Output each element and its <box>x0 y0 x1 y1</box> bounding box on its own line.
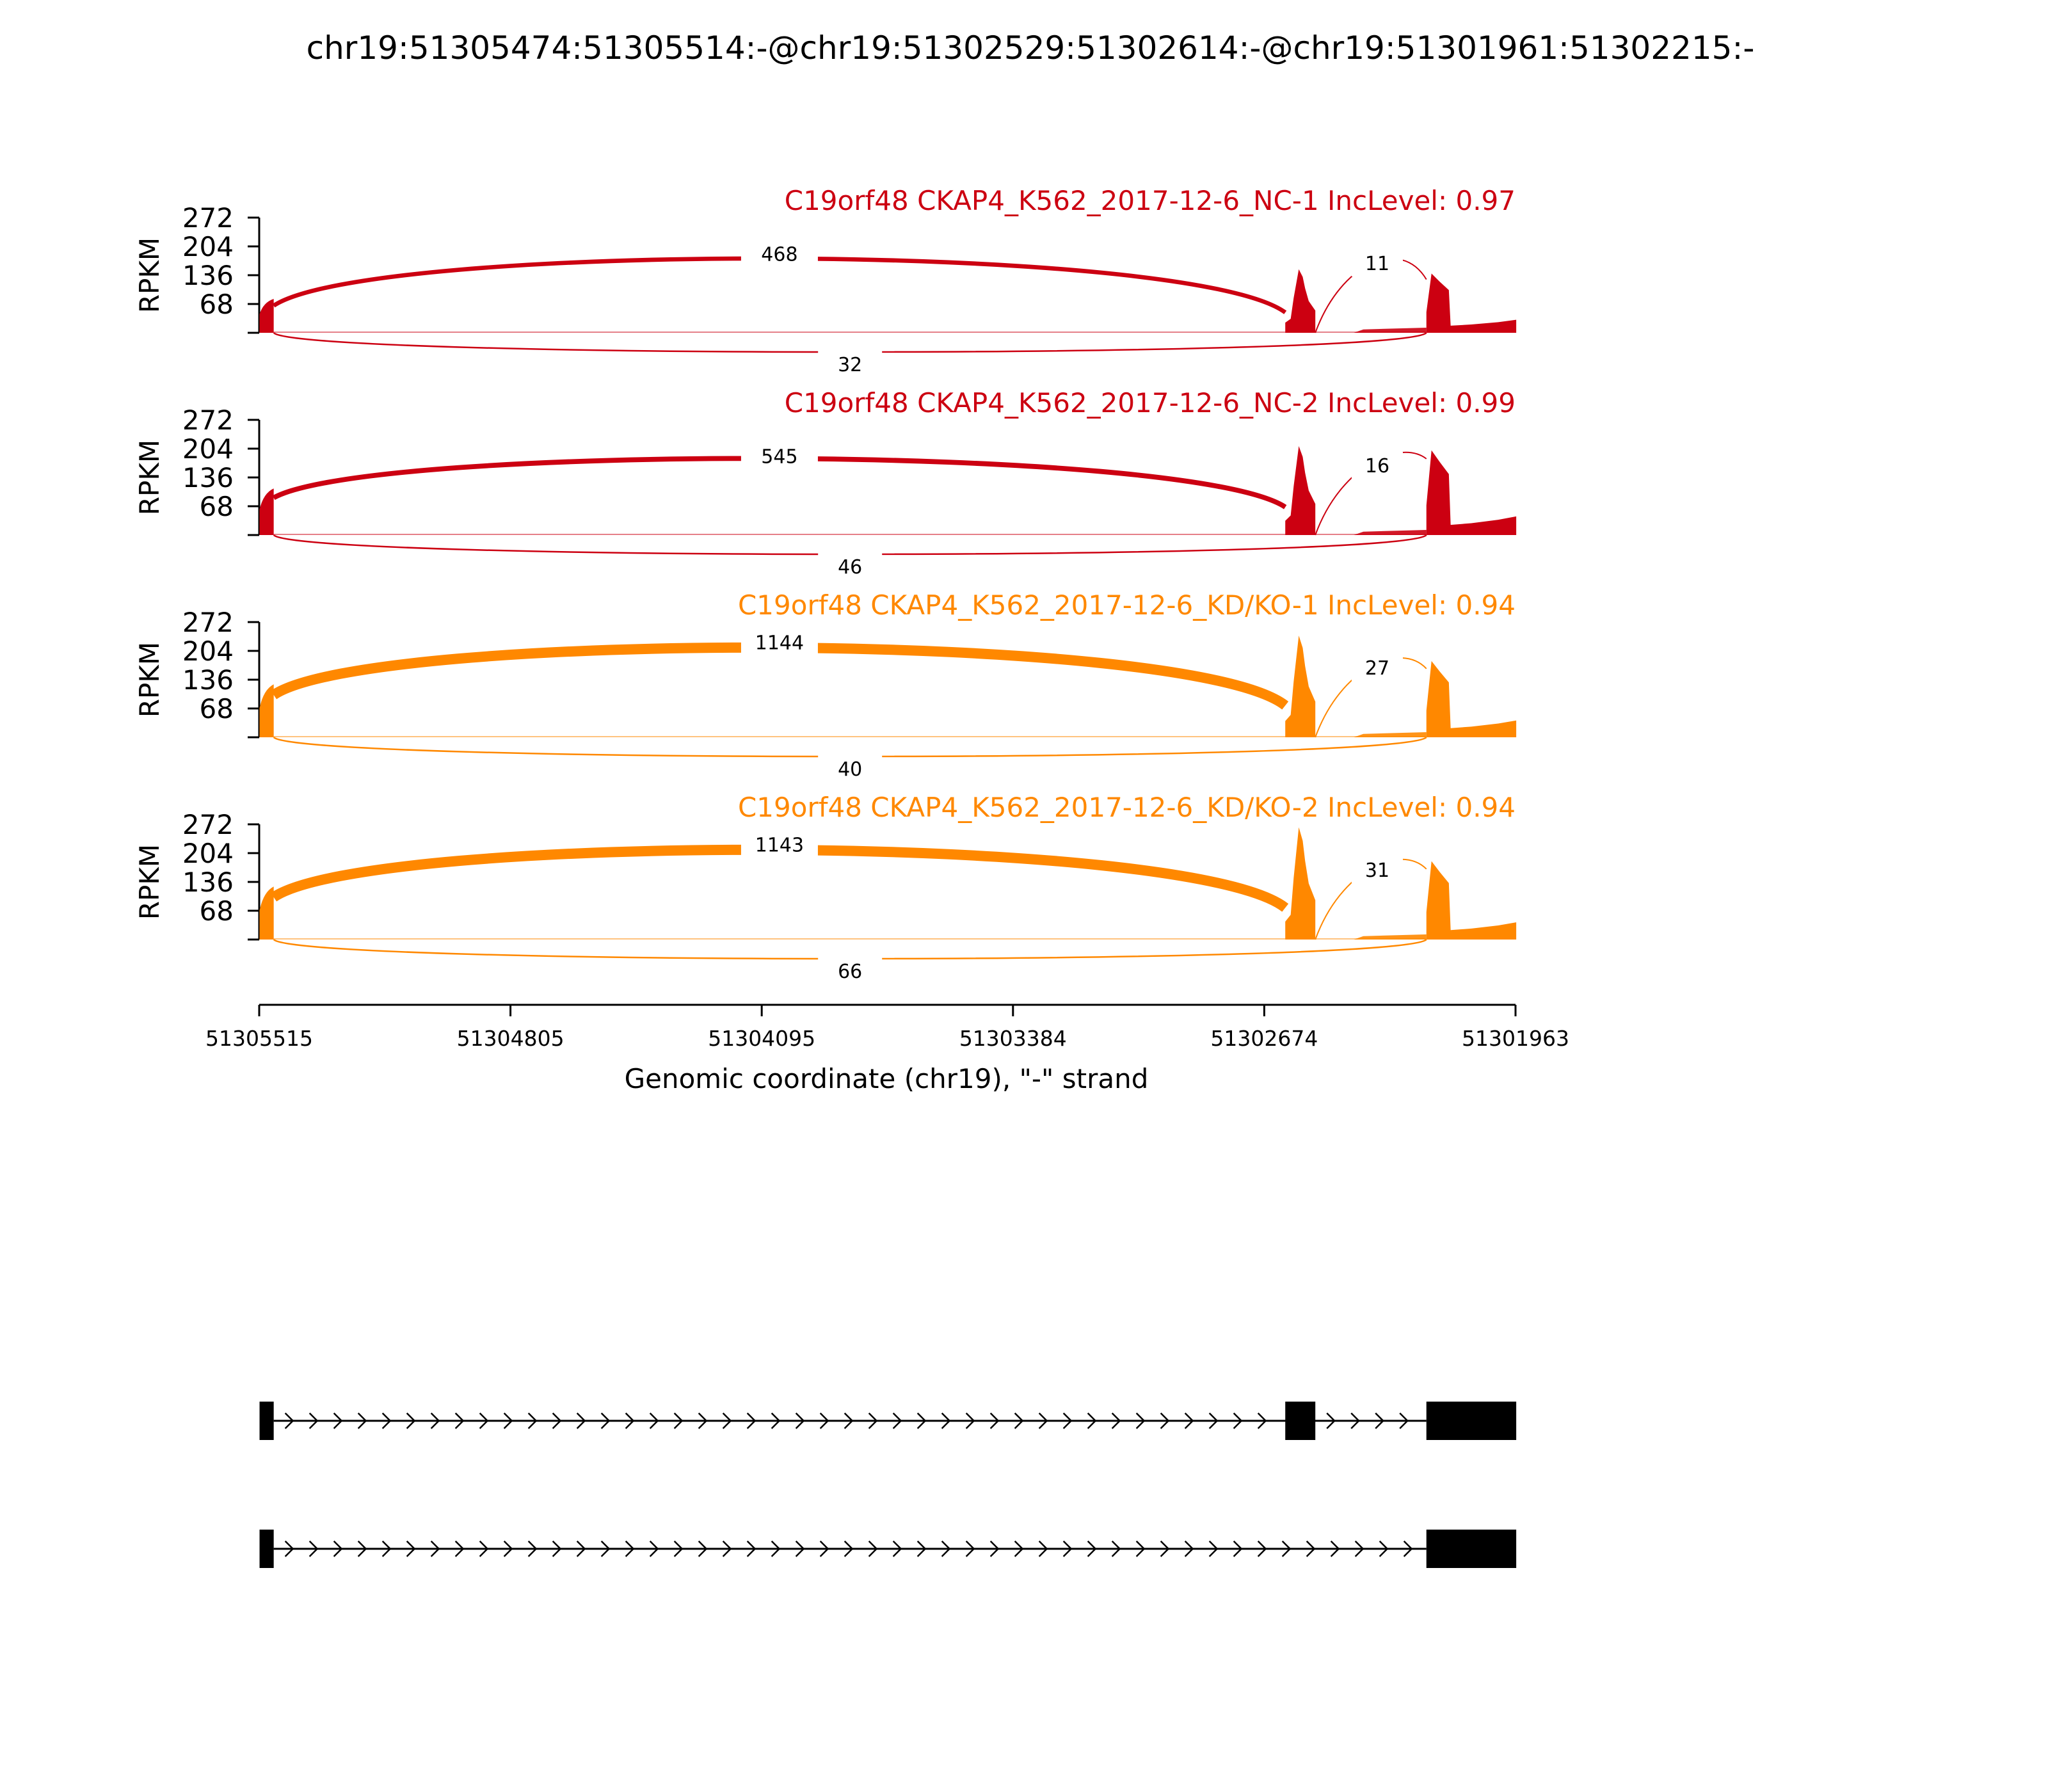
exon-block <box>1427 1530 1516 1568</box>
exon-coverage <box>1285 446 1315 535</box>
isoform-models <box>260 1402 1517 1568</box>
y-tick-label: 272 <box>182 607 234 638</box>
exon-coverage <box>260 488 274 535</box>
exon-coverage <box>1427 451 1516 535</box>
x-tick-label: 51304805 <box>456 1026 564 1051</box>
y-axis-label: RPKM <box>134 237 165 314</box>
track <box>134 792 1516 983</box>
exon-coverage <box>1427 273 1516 333</box>
y-tick-label: 204 <box>182 838 234 869</box>
exon-coverage <box>1285 828 1315 940</box>
junction-count-label: 40 <box>838 758 863 781</box>
junction-count-label: 46 <box>838 556 863 579</box>
y-axis-label: RPKM <box>134 641 165 718</box>
exon-coverage <box>1427 861 1516 940</box>
y-tick-label: 204 <box>182 231 234 262</box>
x-tick-label: 51301963 <box>1462 1026 1569 1051</box>
exon-block <box>260 1530 274 1568</box>
junction-count-label: 1144 <box>755 632 804 655</box>
y-tick-label: 136 <box>182 260 234 291</box>
y-tick-label: 136 <box>182 462 234 493</box>
y-tick-label: 272 <box>182 202 234 234</box>
y-tick-label: 68 <box>199 895 234 927</box>
y-tick-label: 204 <box>182 433 234 465</box>
y-tick-label: 136 <box>182 664 234 696</box>
figure-title: chr19:51305474:51305514:-@chr19:51302529:51302614:-@chr19:51301961:51302215:- <box>306 29 1755 67</box>
y-tick-label: 68 <box>199 491 234 522</box>
track-label: C19orf48 CKAP4_K562_2017-12-6_KD/KO-2 IncLevel: 0.94 <box>737 792 1516 823</box>
intron-coverage <box>274 938 1427 940</box>
exon-block <box>1285 1402 1315 1440</box>
skipping-junction-arc <box>274 940 1427 959</box>
skipping-junction-arc <box>274 535 1427 554</box>
y-tick-label: 68 <box>199 693 234 724</box>
track-label: C19orf48 CKAP4_K562_2017-12-6_KD/KO-1 IncLevel: 0.94 <box>737 589 1516 621</box>
track <box>134 185 1516 376</box>
y-tick-label: 272 <box>182 404 234 436</box>
isoform-model <box>260 1530 1517 1568</box>
intron-coverage <box>1354 732 1427 737</box>
intron-coverage <box>274 332 1427 333</box>
skipping-junction-arc <box>274 333 1427 352</box>
intron-coverage <box>1354 934 1427 940</box>
junction-count-label: 66 <box>838 961 863 983</box>
y-tick-label: 136 <box>182 867 234 898</box>
x-axis <box>205 1005 1569 1051</box>
x-tick-label: 51303384 <box>959 1026 1067 1051</box>
isoform-model <box>260 1402 1517 1440</box>
intron-coverage <box>1354 328 1427 333</box>
track-label: C19orf48 CKAP4_K562_2017-12-6_NC-2 IncLevel: 0.99 <box>784 387 1516 419</box>
track <box>134 387 1516 579</box>
exon-block <box>1427 1402 1516 1440</box>
exon-coverage <box>260 684 274 737</box>
exon-coverage <box>1285 636 1315 737</box>
intron-coverage <box>274 736 1427 737</box>
skipping-junction-arc <box>274 737 1427 756</box>
junction-count-label: 468 <box>761 243 798 266</box>
y-axis-label: RPKM <box>134 439 165 516</box>
junction-count-label: 545 <box>761 445 798 468</box>
exon-coverage <box>1285 269 1315 333</box>
intron-coverage <box>274 534 1427 535</box>
coverage-tracks <box>134 185 1516 983</box>
inclusion-junction-arc <box>274 648 1286 706</box>
y-axis-label: RPKM <box>134 844 165 920</box>
exon-coverage <box>260 299 274 333</box>
junction-count-label: 11 <box>1364 253 1390 275</box>
track-label: C19orf48 CKAP4_K562_2017-12-6_NC-1 IncLevel: 0.97 <box>784 185 1516 216</box>
inclusion-junction-arc <box>274 850 1286 908</box>
junction-count-label: 27 <box>1364 657 1390 680</box>
intron-coverage <box>1354 530 1427 535</box>
x-tick-label: 51302674 <box>1210 1026 1318 1051</box>
x-tick-label: 51304095 <box>708 1026 816 1051</box>
track <box>134 589 1516 781</box>
x-axis-label: Genomic coordinate (chr19), "-" strand <box>624 1063 1149 1094</box>
exon-block <box>260 1402 274 1440</box>
junction-count-label: 31 <box>1364 860 1390 882</box>
y-tick-label: 68 <box>199 289 234 320</box>
x-tick-label: 51305515 <box>205 1026 313 1051</box>
junction-count-label: 32 <box>838 354 863 376</box>
exon-coverage <box>260 886 274 940</box>
y-tick-label: 272 <box>182 809 234 840</box>
junction-count-label: 1143 <box>755 834 804 857</box>
y-tick-label: 204 <box>182 636 234 667</box>
exon-coverage <box>1427 661 1516 737</box>
junction-count-label: 16 <box>1364 455 1390 477</box>
